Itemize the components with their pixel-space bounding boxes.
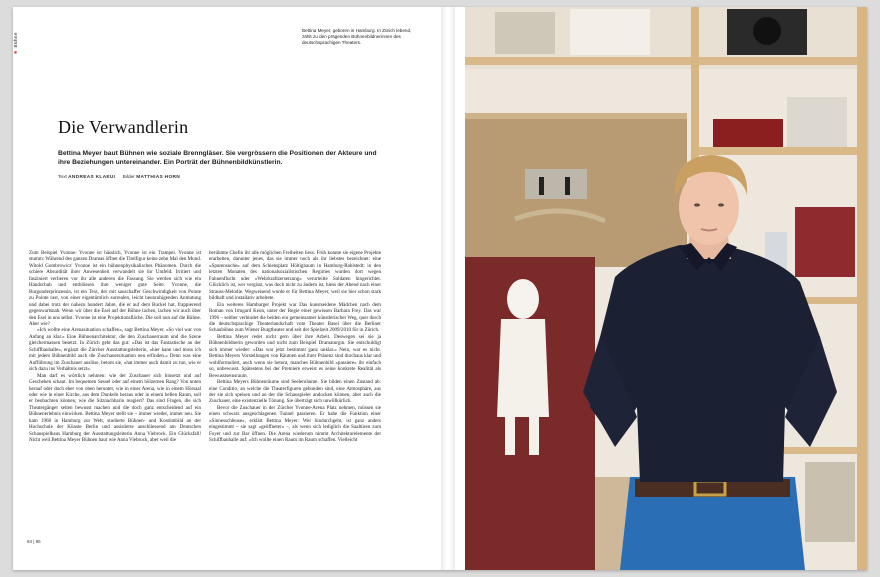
- paragraph: Man darf es wörtlich nehmen: wie der Zuschauer sich hinsetzt und auf Geschehen schaut. Im bequemen Sessel oder auf einem hölzernen Rang? Von unten herauf oder doch eher von oben herunter, wie in einer Arena, wie in einem Hörsaal oder wie in einer Kirche, aus dem Dunkeln heraus oder in einem hellen Raum, soll er beobachten können, wie die Sitznachbarin reagiert? Das sind Fragen, die sich Theatergänger selten bewusst machen und die doch ganz entscheidend auf ein Bühnenerlebnis einwirken. Bettina Meyer stellt sie – immer wieder, immer neu. Sie kam 1968 in Hamburg zur Welt, studierte Bühnen- und Kostümbild an der Hochschule der Künste Berlin und assistierte anschliessend am Deutschen Schauspielhaus Hamburg der Ausstattungsleiterin Anna Viebrock. Ein Glücksfall! Nicht weil Bettina Meyer Bühnen baut wie Anna Viebrock, aber weil die: [29, 372, 201, 444]
- paragraph: Zum Beispiel Yvonne: Yvonne ist hässlich, Yvonne ist ein Trampel. Yvonne ist stumm: Während des ganzen Dramas öffnet die Titelfigur keine zehn Mal den Mund. Witold Gombrowicz' Yvonne ist ein bühnenphysikalisches Phänomen. Durch die schiere Absurdität ihrer Anwesenheit verwandelt sie ihr Umfeld. Irritiert und fasziniert verlieren vor ihr alle anderen die Fassung. Sie werden sich wie ein Handschuh und entblössen ihre weniger gute Seite. Yvonne, die Burgunderprinzessin, ist ein Text, der mit sauschaffer Geschwindigkeit von Pointe zu Pointe rast, von einer eigentümlich surrealen, leicht beunruhigenden Anmutung und dabei trotz der nahezu hundert Jahre, die er auf dem Buckel hat, frappierend gegenwartsnah. Wenn wir über die Esel auf der Bühne lachen, lachen wir auch über den Esel in uns selbst. Yvonne ist eine Projektionsfläche. Die soll nun auf die Bühne. Aber wie?: [29, 250, 201, 327]
- credit-image-label: Bilder: [122, 175, 135, 180]
- credit-image-name: MATTHIAS HORN: [136, 175, 180, 180]
- text-column-1: [29, 250, 201, 539]
- article-credits: [58, 175, 186, 180]
- paragraph: Bevor die Zuschauer in der Zürcher Yvonne-Arena Platz nehmen, müssen sie einen schwarz ausgeschlagenen Tunnel passieren. Er habe die Funktion einer «Sinnesschleuse», erklärt Bettina Meyer: Wer hindurchgeht, ist ganz anders eingestimmt – sie sagt «geöffneter» –, als wenn sich lediglich die Saaltüren zum Foyer und zur Bar öffnen. Die Arena wiederum nimmt Architekturelemente der Schiffbauhalle auf: «Ich wollte einen Raum im Raum schaffen. Vielleicht: [209, 404, 381, 444]
- text-column-2: [209, 250, 381, 539]
- credit-text-name: ANDREAS KLAEUI: [68, 175, 116, 180]
- page-folio: 84 | 85: [27, 539, 41, 544]
- article-lead: Bettina Meyer baut Bühnen wie soziale Brenngläser. Sie vergrössern die Positionen der Akteure und ihre Beziehungen untereinander. Ein Porträt der Bühnenbildkünstlerin.: [58, 150, 377, 166]
- credit-text-label: Text: [58, 175, 67, 180]
- paragraph: Bettina Meyers Bühnenräume sind Seelenräume. Sie bilden einen Zustand ab: eine Conditio, an welche die Theaterfiguren gebunden sind, eine Atmosphäre, aus der sie sich speisen und an der die Schauspieler andocken können, aber auch die Zuschauer, eine existenzielle Tönung. Sie überträgt sich unwillkürlich.: [209, 379, 381, 405]
- article-title: Die Verwandlerin: [58, 117, 189, 137]
- gutter: [441, 7, 455, 570]
- portrait-photo: [465, 7, 867, 570]
- paragraph: Bettina Meyer redet nicht gern über ihre Arbeit. Deswegen sei sie ja Bühnenbildnerin geworden und nicht zum Beispiel Dramaturgin. Sie entschuldigt sich immer wieder: «Das war jetzt bestimmt ganz unklar.» Nein, war es nicht. Bettina Meyers Vorstellungen von Räumen und ihrer Präsenz sind durchaus klar und wohlformuliert, auch wenn sie betont, manches Bühnenbild «passiere» ihr einfach so, unbewusst. Spätestens bei der Premiere erweist es seine konkrete Realität als Bewusstseinsraum.: [209, 333, 381, 379]
- paragraph: Ein weiteres Hamburger Projekt war Das kunstseidene Mädchen nach dem Roman von Irmgard Keun, unter der Regie einer gewissen Barbara Frey. Das war 1996 – seither verbindet die beiden ein gemeinsamer künstlerischer Weg, quer durch die deutschsprachige Theaterlandschaft vom Theater Basel über die Berliner Schaubühne zum Wiener Burgtheater und seit der Spielzeit 2009/2010 für in Zürich.: [209, 301, 381, 334]
- section-tag: ■ Bühne: [13, 32, 18, 55]
- photo-caption: Bettina Meyer, geboren in Hamburg. In Zürich lebend, zählt zu den prägenden Bühnenbildnerinnen des deutschsprachigen Theaters.: [302, 28, 412, 45]
- paragraph: «Ich wollte eine Arenasituation schaffen», sagt Bettina Meyer. «So viel war von Anfang an klar.» Eine Bühnenarchitektur, die den Zuschauerraum und die Szene gleichermassen besetzt. In Zürich geht das gut: «Das ist das Fantastische an der Schiffbauhalle», ergänzt die Zürcher Ausstattungsleiterin, «hier kann und muss ich mit jedem Bühnenbild auch die Zuschauersituation neu erfinden.» Denn was eine Aufführung im Zuschauer auslöse, betont sie, «hat immer auch damit zu tun, wie er sich dazu ins Verhältnis setzt».: [29, 327, 201, 373]
- paragraph: berühmte Chefin ihr alle möglichen Freiheiten liess. Früh konnte sie eigene Projekte erarbeiten, darunter jenes, das sie immer noch als ihr liebstes bezeichnet: eine «Spurensuche» auf dem Schiensplatz Höltigbaum in Hamburg-Rahlstedt; in den letzten Monaten des nationalsozialistischen Regimes wurden dort wegen Fahnenflucht oder «Wehrkraftzersetzung» verurteilte Soldaten hingerichtet. Glücklich ist, wer vergisst, was doch nicht zu ändern ist, hiess der Abend nach einer Strauss-Melodie. Wegweisend wurde er für Bettina Meyer, weil sie hier schon stark bildhaft und installativ arbeitete.: [209, 250, 381, 302]
- section-tag-label: Bühne: [13, 32, 18, 48]
